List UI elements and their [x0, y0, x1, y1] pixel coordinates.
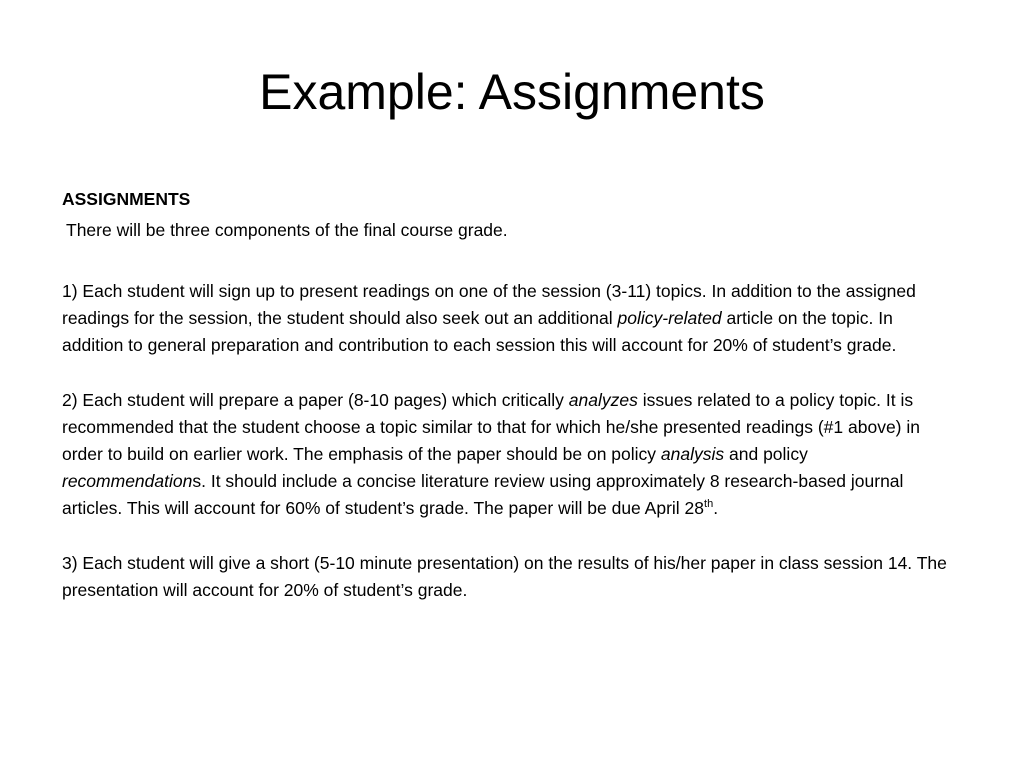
item2-italic-recommendation: recommendation — [62, 471, 193, 491]
item1-italic-policy-related: policy-related — [617, 308, 722, 328]
item2-text-part5: . — [713, 498, 719, 518]
item2-italic-analysis: analysis — [660, 444, 725, 464]
item2-text-part3: and policy — [724, 444, 808, 464]
slide-body — [62, 186, 952, 604]
assignment-item-3: 3) Each student will give a short (5-10 minute presentation) on the results of his/her paper in class session 14. The presentation will account for 20% of student’s grade. — [62, 553, 947, 600]
item1-text-part1: 1) Each student will sign up to present readings on one of the session (3-11) topics. In addition to the assigned readings for the session, the student should also seek out an additional — [62, 281, 916, 328]
item2-superscript-th: th — [704, 498, 714, 511]
item2-text-part2: issues related to a policy topic. It is recommended that the student choose a topic similar to that for which he/she presented readings (#1 above) in order to build on earlier work. The emphasis of the paper should be on policy — [62, 390, 920, 464]
assignment-item-1 — [62, 278, 952, 359]
item2-text-part4: s. It should include a concise literature review using approximately 8 research-based journal articles. This will account for 60% of student’s grade. The paper will be due April 28 — [62, 471, 904, 518]
item2-text-part1: 2) Each student will prepare a paper (8-10 pages) which critically — [62, 390, 569, 410]
assignments-heading: ASSIGNMENTS — [62, 189, 191, 209]
item2-italic-analyzes: analyzes — [568, 390, 638, 410]
item1-text-part2: article on the topic. In addition to general preparation and contribution to each session this will account for 20% of student’s grade. — [62, 308, 897, 355]
slide-title: Example: Assignments — [259, 64, 765, 120]
intro-text: There will be three components of the final course grade. — [66, 220, 508, 240]
assignment-item-2 — [62, 387, 952, 522]
